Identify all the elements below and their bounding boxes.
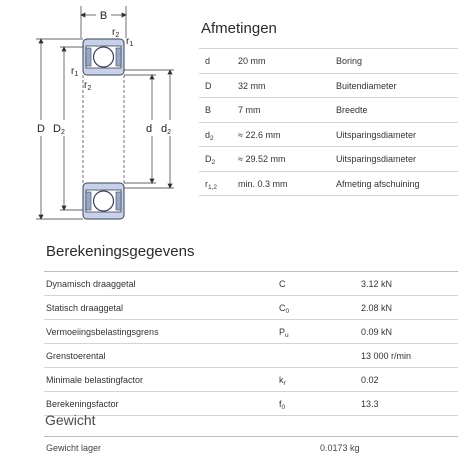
calculation-title: Berekeningsgegevens: [46, 243, 195, 260]
dimension-symbol: $d_2$: [205, 129, 214, 142]
calculation-value: 2.08 kN: [361, 303, 393, 313]
ball-top: [94, 47, 114, 67]
dimension-symbol: D: [205, 80, 212, 91]
calculation-symbol: $C_0$: [279, 303, 290, 315]
calculation-symbol: $k_r$: [279, 375, 286, 387]
calculation-value: 0.02: [361, 375, 379, 385]
weight-divider: [44, 436, 458, 437]
dimension-row: [199, 123, 458, 148]
dimension-row: [199, 172, 458, 197]
dimension-symbol: d: [205, 56, 211, 66]
dimension-description: Afmeting afschuining: [336, 178, 420, 189]
label-r1-left: $r_1$: [71, 66, 79, 78]
bearing-section-bottom: [83, 183, 124, 219]
dimension-description: Breedte: [336, 105, 368, 115]
label-d2-inner: d2: [161, 123, 172, 136]
dimension-row: [199, 147, 458, 172]
calculation-label: Grenstoerental: [46, 351, 106, 361]
calculation-row: [44, 271, 458, 296]
calculation-value: 13.3: [361, 399, 379, 409]
bearing-section-top: [83, 39, 124, 75]
weight-row: [44, 439, 458, 455]
calculation-value: 3.12 kN: [361, 279, 393, 289]
seal-right-top: [116, 48, 121, 66]
calculation-table: [44, 271, 458, 416]
dimension-value: 32 mm: [238, 80, 266, 91]
dimension-symbol: $r_{1,2}$: [205, 178, 218, 191]
calculation-label: Statisch draaggetal: [46, 303, 124, 313]
label-r2-left: $r_2$: [84, 80, 92, 92]
label-d-bore: d: [146, 123, 153, 135]
calculation-row: [44, 368, 458, 392]
weight-title: Gewicht: [45, 412, 96, 428]
dimensions-title: Afmetingen: [201, 20, 277, 37]
dimension-row: [199, 98, 458, 123]
dimension-description: Buitendiameter: [336, 80, 397, 91]
calculation-label: Berekeningsfactor: [46, 399, 119, 409]
label-b: B: [99, 10, 108, 22]
calculation-row: [44, 296, 458, 320]
label-d-outer: D: [37, 123, 45, 135]
seal-left-top: [86, 48, 91, 66]
calculation-label: Minimale belastingfactor: [46, 375, 144, 385]
dimension-value: 7 mm: [238, 105, 261, 115]
calculation-symbol: $f_0$: [279, 399, 286, 411]
dimension-description: Uitsparingsdiameter: [336, 129, 417, 140]
weight-value: 0.0173 kg: [320, 443, 360, 453]
calculation-symbol: $P_u$: [279, 327, 289, 339]
ball-bottom: [94, 191, 114, 211]
label-d2-outer: D2: [53, 123, 65, 136]
dimension-description: Boring: [336, 56, 363, 66]
dimension-description: Uitsparingsdiameter: [336, 154, 417, 164]
label-r2-top: $r_2$: [112, 27, 120, 39]
dimension-value: 20 mm: [238, 56, 266, 66]
dimension-row: [199, 74, 458, 99]
seal-left-bottom: [86, 192, 91, 210]
weight-label: Gewicht lager: [46, 443, 102, 453]
calculation-row: [44, 344, 458, 368]
calculation-label: Dynamisch draaggetal: [46, 279, 136, 289]
bearing-cross-section-drawing: [28, 2, 188, 224]
calculation-symbol: C: [279, 279, 286, 289]
label-r1-top: $r_1$: [126, 36, 134, 48]
dimension-symbol: $D_2$: [205, 154, 216, 166]
seal-right-bottom: [116, 192, 121, 210]
calculation-value: 13 000 r/min: [361, 351, 412, 361]
dimension-value: ≈ 29.52 mm: [238, 154, 286, 164]
dimension-symbol: B: [205, 105, 212, 115]
dimensions-table: [199, 48, 458, 196]
calculation-row: [44, 320, 458, 344]
calculation-value: 0.09 kN: [361, 327, 393, 337]
calculation-row: [44, 392, 458, 416]
dimension-value: min. 0.3 mm: [238, 178, 288, 189]
dimension-value: ≈ 22.6 mm: [238, 129, 281, 140]
dimension-row: [199, 48, 458, 74]
calculation-label: Vermoeiingsbelastingsgrens: [46, 327, 159, 337]
